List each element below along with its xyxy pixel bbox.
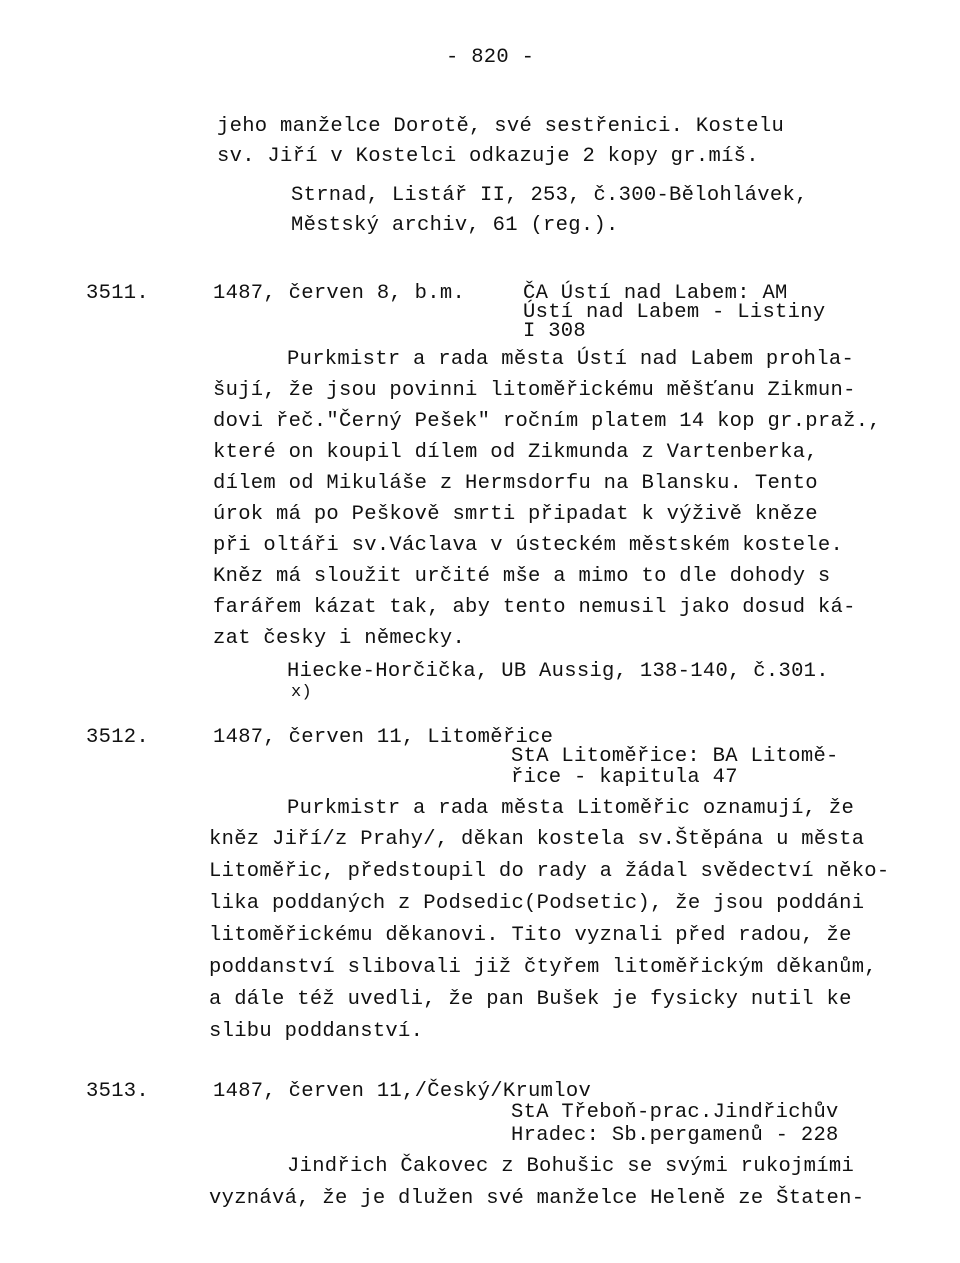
entry-archive-line: řice - kapitula 47 [511, 766, 738, 789]
entry-text-line: Purkmistr a rada města Litoměřic oznamují, že [287, 797, 855, 820]
page-number: - 820 - [446, 46, 535, 69]
entry-text-line: Jindřich Čakovec z Bohušic se svými rukojmími [287, 1155, 855, 1178]
entry-date: 1487, červen 8, b.m. [213, 282, 466, 305]
entry-text-line: úrok má po Peškově smrti připadat k výživě kněze [213, 503, 818, 526]
entry-text-line: Purkmistr a rada města Ústí nad Labem prohla- [287, 348, 855, 371]
intro-source-line: Strnad, Listář II, 253, č.300-Bělohlávek, [291, 184, 808, 207]
entry-text-line: Litoměřic, předstoupil do rady a žádal svědectví něko- [209, 860, 890, 883]
entry-text-line: šují, že jsou povinni litoměřickému měšťanu Zikmun- [213, 379, 856, 402]
entry-text-line: litoměřickému děkanovi. Tito vyznali před radou, že [209, 924, 852, 947]
entry-text-line: poddanství slibovali již čtyřem litoměřickým děkanům, [209, 956, 877, 979]
intro-source-line: Městský archiv, 61 (reg.). [291, 214, 619, 237]
entry-number: 3511. [86, 282, 150, 305]
entry-date: 1487, červen 11, Litoměřice [213, 726, 554, 749]
entry-text-line: při oltáři sv.Václava v ústeckém městském kostele. [213, 534, 844, 557]
entry-text-line: dílem od Mikuláše z Hermsdorfu na Blansku. Tento [213, 472, 818, 495]
entry-text-line: slibu poddanství. [209, 1020, 424, 1043]
entry-source-note: x) [291, 683, 313, 702]
entry-text-line: kněz Jiří/z Prahy/, děkan kostela sv.Štěpána u města [209, 828, 865, 851]
entry-text-line: Kněz má sloužit určité mše a mimo to dle dohody s [213, 565, 831, 588]
entry-number: 3512. [86, 726, 150, 749]
entry-text-line: které on koupil dílem od Zikmunda z Vartenberka, [213, 441, 818, 464]
intro-text-line: sv. Jiří v Kostelci odkazuje 2 kopy gr.míš. [217, 145, 759, 168]
entry-text-line: farářem kázat tak, aby tento nemusil jako dosud ká- [213, 596, 856, 619]
entry-archive-line: Hradec: Sb.pergamenů - 228 [511, 1124, 839, 1147]
entry-archive-line: ČA Ústí nad Labem: AM [523, 282, 788, 305]
entry-text-line: lika poddaných z Podsedic(Podsetic), že jsou poddáni [209, 892, 865, 915]
entry-archive-line: StA Třeboň-prac.Jindřichův [511, 1101, 839, 1124]
entry-number: 3513. [86, 1080, 150, 1103]
entry-archive-line: I 308 [523, 320, 587, 343]
entry-source-line: Hiecke-Horčička, UB Aussig, 138-140, č.301. [287, 660, 829, 683]
entry-text-line: dovi řeč."Černý Pešek" ročním platem 14 kop gr.praž., [213, 410, 881, 433]
entry-archive-line: StA Litoměřice: BA Litomě- [511, 745, 839, 768]
entry-text-line: a dále též uvedli, že pan Bušek je fysicky nutil ke [209, 988, 852, 1011]
entry-date: 1487, červen 11,/Český/Krumlov [213, 1080, 592, 1103]
intro-text-line: jeho manželce Dorotě, své sestřenici. Kostelu [217, 115, 785, 138]
entry-archive-line: Ústí nad Labem - Listiny [523, 301, 826, 324]
entry-text-line: zat česky i německy. [213, 627, 466, 650]
entry-text-line: vyznává, že je dlužen své manželce Heleně ze Štaten- [209, 1187, 865, 1210]
